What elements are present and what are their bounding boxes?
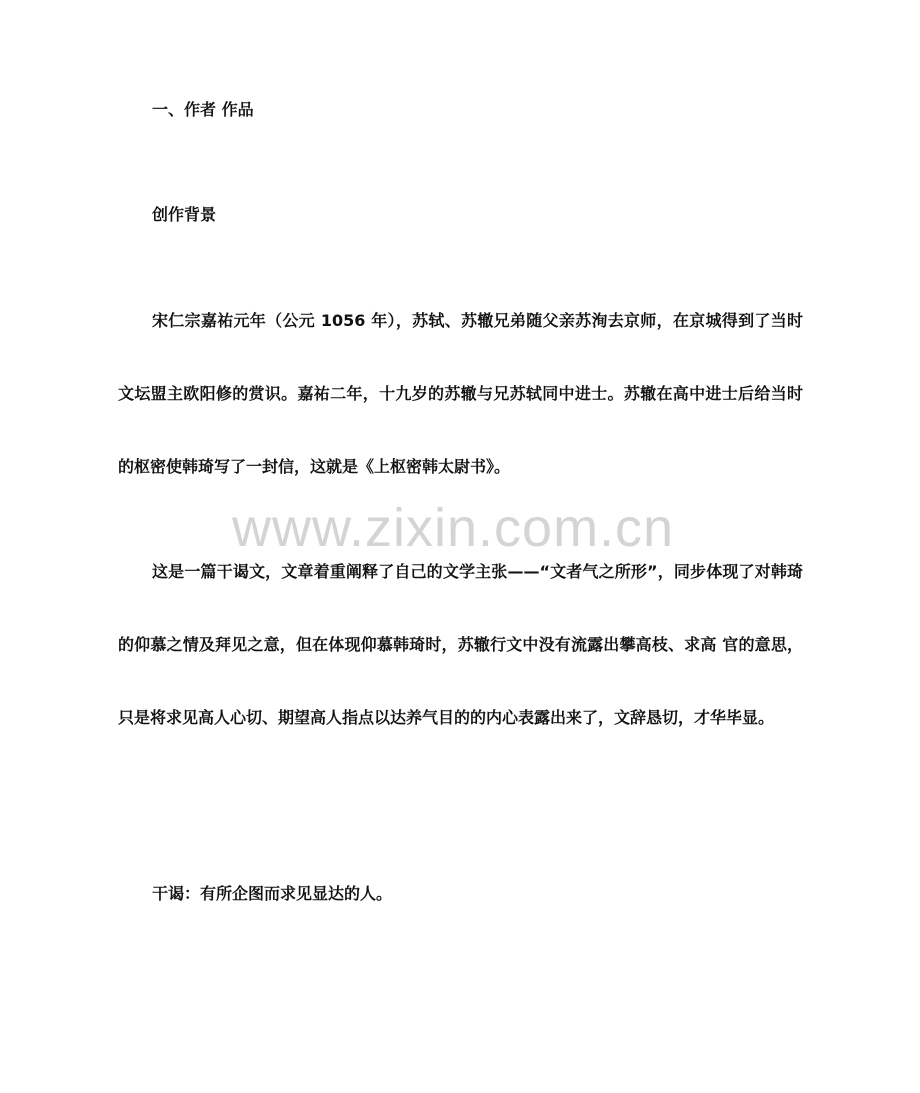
background-paragraph: 宋仁宗嘉祐元年（公元 1056 年），苏轼、苏辙兄弟随父亲苏洵去京师，在京城得到了当时文坛盟主欧阳修的赏识。嘉祐二年，十九岁的苏辙与兄苏轼同中进士。苏辙在高中进士后给当时的枢密使韩琦写了一封信，这就是《上枢密韩太尉书》。 bbox=[118, 311, 803, 476]
site-watermark: www.zixin.com.cn bbox=[232, 498, 675, 558]
section-heading: 一、作者 作品 bbox=[152, 100, 254, 119]
definition-paragraph: 干谒：有所企图而求见显达的人。 bbox=[152, 884, 393, 903]
subsection-heading: 创作背景 bbox=[152, 205, 217, 224]
analysis-paragraph: 这是一篇干谒文，文章着重阐释了自己的文学主张——“文者气之所形”，同步体现了对韩琦的仰慕之情及拜见之意，但在体现仰慕韩琦时，苏辙行文中没有流露出攀高枝、求高 官的意思，只是将求见高人心切、期望高人指点以达养气目的的内心表露出来了，文辞恳切，才华毕显。 bbox=[118, 562, 803, 727]
